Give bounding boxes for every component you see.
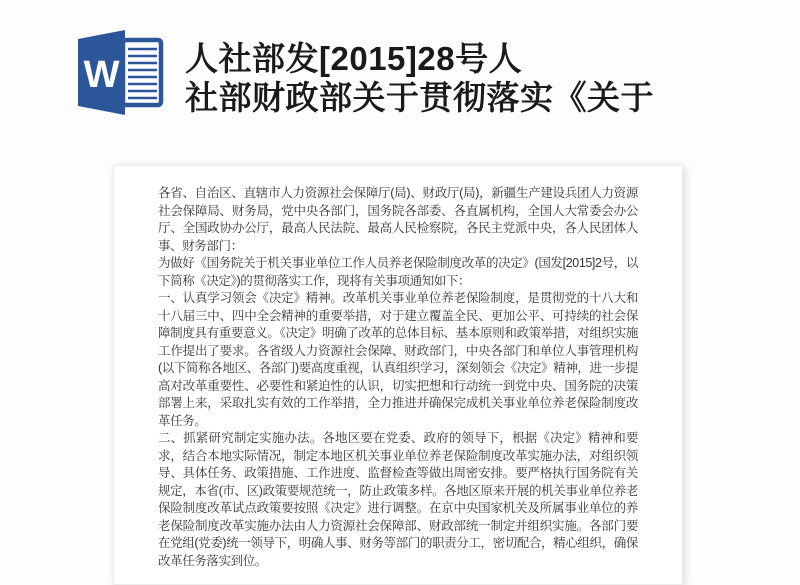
document-title-line-2: 社部财政部关于贯彻落实《关于	[185, 79, 654, 116]
word-icon-letter-w: W	[83, 54, 120, 96]
document-paragraph-section-2: 二、抓紧研究制定实施办法。各地区要在党委、政府的领导下，根据《决定》精神和要求，结合本地实际情况，制定本地区机关事业单位养老保险制度改革实施办法，对组织领导、具体任务、政策措施、工作进度、监督检查等做出周密安排。要严格执行国务院有关规定，本省(市、区)政策要规范统一，防止政策多样。各地区原来开展的机关事业单位养老保险制度改革试点政策要按照《决定》进行调整。在京中央国家机关及所属事业单位的养老保险制度改革实施办法由人力资源社会保障部、财政部统一制定并组织实施。各部门要在党组(党委)统一领导下，明确人事、财务等部门的职责分工，密切配合，精心组织，确保改革任务落实到位。	[158, 431, 638, 568]
document-body	[158, 185, 638, 570]
document-title	[185, 39, 654, 117]
document-header	[75, 29, 654, 117]
document-paragraph-section-1: 一、认真学习领会《决定》精神。改革机关事业单位养老保险制度，是贯彻党的十八大和十八届三中、四中全会精神的重要举措，对于建立覆盖全民、更加公平、可持续的社会保障制度具有重要意义。《决定》明确了改革的总体目标、基本原则和政策举措，对组织实施工作提出了要求。各省级人力资源社会保障、财政部门，中央各部门和单位人事管理机构(以下简称各地区、各部门)要高度重视，认真组织学习，深刻领会《决定》精神，进一步提高对改革重要性、必要性和紧迫性的认识，切实把想和行动统一到党中央、国务院的决策部署上来，采取扎实有效的工作举措，全力推进并确保完成机关事业单位养老保险制度改革任务。	[158, 291, 638, 428]
document-page	[113, 165, 683, 585]
document-paragraph-salutation: 各省、自治区、直辖市人力资源社会保障厅(局)、财政厅(局)，新疆生产建设兵团人力资源社会保障局、财务局，党中央各部门，国务院各部委、各直属机构，全国人大常委会办公厅、全国政协办公厅，最高人民法院、最高人民检察院，各民主党派中央，各人民团体人事、财务部门：	[158, 186, 638, 253]
document-title-line-1: 人社部发[2015]28号人	[185, 40, 523, 77]
document-paragraph-intro: 为做好《国务院关于机关事业单位工作人员养老保险制度改革的决定》(国发[2015]2号，以下简称《决定》)的贯彻落实工作，现将有关事项通知如下：	[158, 256, 638, 288]
ms-word-icon	[75, 29, 165, 116]
